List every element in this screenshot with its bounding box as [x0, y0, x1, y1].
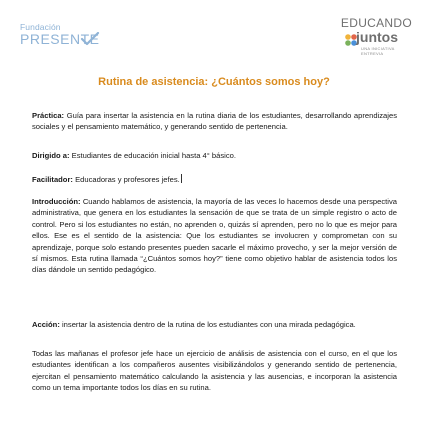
- facilitador-paragraph: [32, 174, 397, 185]
- logo-juntos-text: juntos: [356, 29, 398, 45]
- introduccion-label: Introducción:: [32, 197, 81, 206]
- document-title: Rutina de asistencia: ¿Cuántos somos hoy?: [98, 76, 330, 88]
- checkmark-icon: [80, 32, 100, 46]
- facilitador-label: Facilitador:: [32, 175, 73, 184]
- logo-brand-text: PRESENTE: [20, 31, 100, 47]
- accion-text: insertar la asistencia dentro de la rutina de los estudiantes con una mirada pedagógica.: [61, 320, 356, 329]
- logo-org-text: Fundación: [20, 22, 61, 32]
- practica-text: Guía para insertar la asistencia en la rutina diaria de los estudiantes, desarrollando aprendizajes sociales y el pensamiento matemático, y generando sentido de pertenencia.: [32, 111, 397, 132]
- introduccion-text: Cuando hablamos de asistencia, la mayoría de las veces lo hacemos desde una perspectiva administrativa, que genera en los estudiantes la sensación de que se trata de un simple registro o acto de control. Pero si los estudiantes no están, no aprenden o, quizás sí aprenden, pero no lo que es mejor para ellos. Ese es el sentido de la asistencia: Que los estudiantes se involucren y comprometan con su aprendizaje, porque solo estando presentes pueden sacarle el máximo provecho, y ser la mejor versión de sí mismos. Esta rutina llamada “¿Cuántos somos hoy?” tiene como objetivo hablar de asistencia todos los días dándole un sentido pedagógico.: [32, 197, 397, 275]
- logo-sub-text: UNA INICIATIVA ENTREVIA: [361, 46, 395, 56]
- practica-paragraph: [32, 110, 397, 133]
- facilitador-text: Educadoras y profesores jefes.: [75, 175, 180, 184]
- closing-paragraph: [32, 348, 397, 394]
- fundacion-presente-logo: [12, 20, 122, 60]
- logo-educando-text: EDUCANDO: [340, 16, 412, 30]
- accion-label: Acción:: [32, 320, 60, 329]
- dirigido-label: Dirigido a:: [32, 151, 70, 160]
- introduccion-paragraph: [32, 196, 397, 276]
- text-cursor: [181, 174, 182, 183]
- practica-label: Práctica:: [32, 111, 65, 120]
- educando-juntos-logo: [298, 16, 418, 56]
- closing-text: Todas las mañanas el profesor jefe hace un ejercicio de análisis de asistencia con el curso, en el que los estudiantes identifican a los compañeros ausentes visibilizándolos y generando sentido de pertenencia, ejercitan el pensamiento matemático calculando la asistencia y las ausencias, e incorporan la asistencia como un tema importante todos los días en su rutina.: [32, 349, 397, 393]
- accion-paragraph: [32, 319, 397, 330]
- dirigido-text: Estudiantes de educación inicial hasta 4° básico.: [71, 151, 236, 160]
- dirigido-paragraph: [32, 150, 397, 161]
